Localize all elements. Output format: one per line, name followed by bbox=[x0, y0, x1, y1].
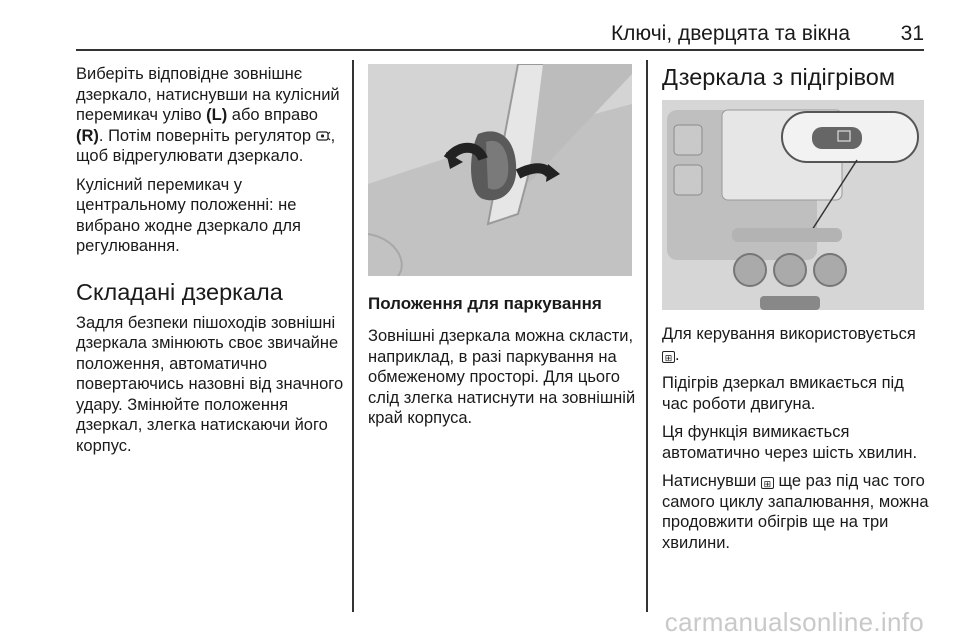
section-heading-heated: Дзеркала з підігрівом bbox=[662, 64, 896, 90]
header-rule bbox=[76, 49, 924, 51]
section-heading-folding: Складані дзеркала bbox=[76, 278, 283, 305]
text: або вправо bbox=[227, 106, 318, 124]
dashboard-illustration bbox=[662, 100, 924, 310]
text: . Потім поверніть регулятор bbox=[98, 126, 316, 145]
text: , щоб відрегулювати дзеркало. bbox=[76, 126, 336, 165]
column-divider-right bbox=[646, 60, 648, 612]
label-right: (R) bbox=[76, 126, 99, 145]
section-heading-parking: Положення для паркування bbox=[368, 294, 602, 313]
paragraph-parking: Зовнішні дзеркала можна скласти, наприклад, в разі паркування на обмеженому просторі. Для цього слід злегка натиснути на зовнішній край корпуса. bbox=[368, 327, 636, 427]
text: Натиснувши bbox=[662, 472, 757, 490]
text: Виберіть відповідне зовнішнє дзеркало, натиснувши на кулісний перемикач уліво bbox=[76, 65, 340, 124]
paragraph-center-position: Кулісний перемикач у центральному положенні: не вибрано жодне дзеркало для регулювання. bbox=[76, 175, 301, 255]
folding-mirror-illustration bbox=[368, 64, 632, 276]
paragraph-extend bbox=[662, 471, 930, 553]
paragraph-pedestrian-safety: Задля безпеки пішоходів зовнішні дзеркала змінюють своє звичайне положення, автоматично повертаючись назовні від значного удару. Змінюйте положення дзеркал, злегка натискаючи його корпус. bbox=[76, 313, 344, 455]
label-left: (L) bbox=[206, 106, 228, 124]
paragraph-engine-running: Підігрів дзеркал вмикається під час роботи двигуна. bbox=[662, 374, 904, 413]
paragraph-control: Для керування використовується ⊞ . bbox=[662, 325, 916, 364]
paragraph-auto-off: Ця функція вимикається автоматично через шість хвилин. bbox=[662, 423, 918, 462]
column-3 bbox=[662, 64, 930, 561]
column-2 bbox=[368, 64, 636, 437]
column-divider-left bbox=[352, 60, 354, 612]
page-header-title: Ключі, дверцята та вікна bbox=[610, 22, 850, 45]
column-1 bbox=[76, 64, 348, 464]
heated-mirror-icon: ⊞ bbox=[761, 477, 774, 489]
text: ще раз під час того самого циклу запалювання, можна продовжити обігрів ще на три хвилини. bbox=[662, 472, 929, 552]
page-number: 31 bbox=[900, 22, 924, 45]
watermark: carmanualsonline.info bbox=[664, 607, 924, 637]
paragraph-mirror-select bbox=[76, 64, 348, 167]
text: Для керування використовується bbox=[662, 325, 916, 343]
mirror-adjust-icon bbox=[316, 127, 331, 145]
heated-mirror-icon: ⊞ bbox=[662, 351, 675, 363]
